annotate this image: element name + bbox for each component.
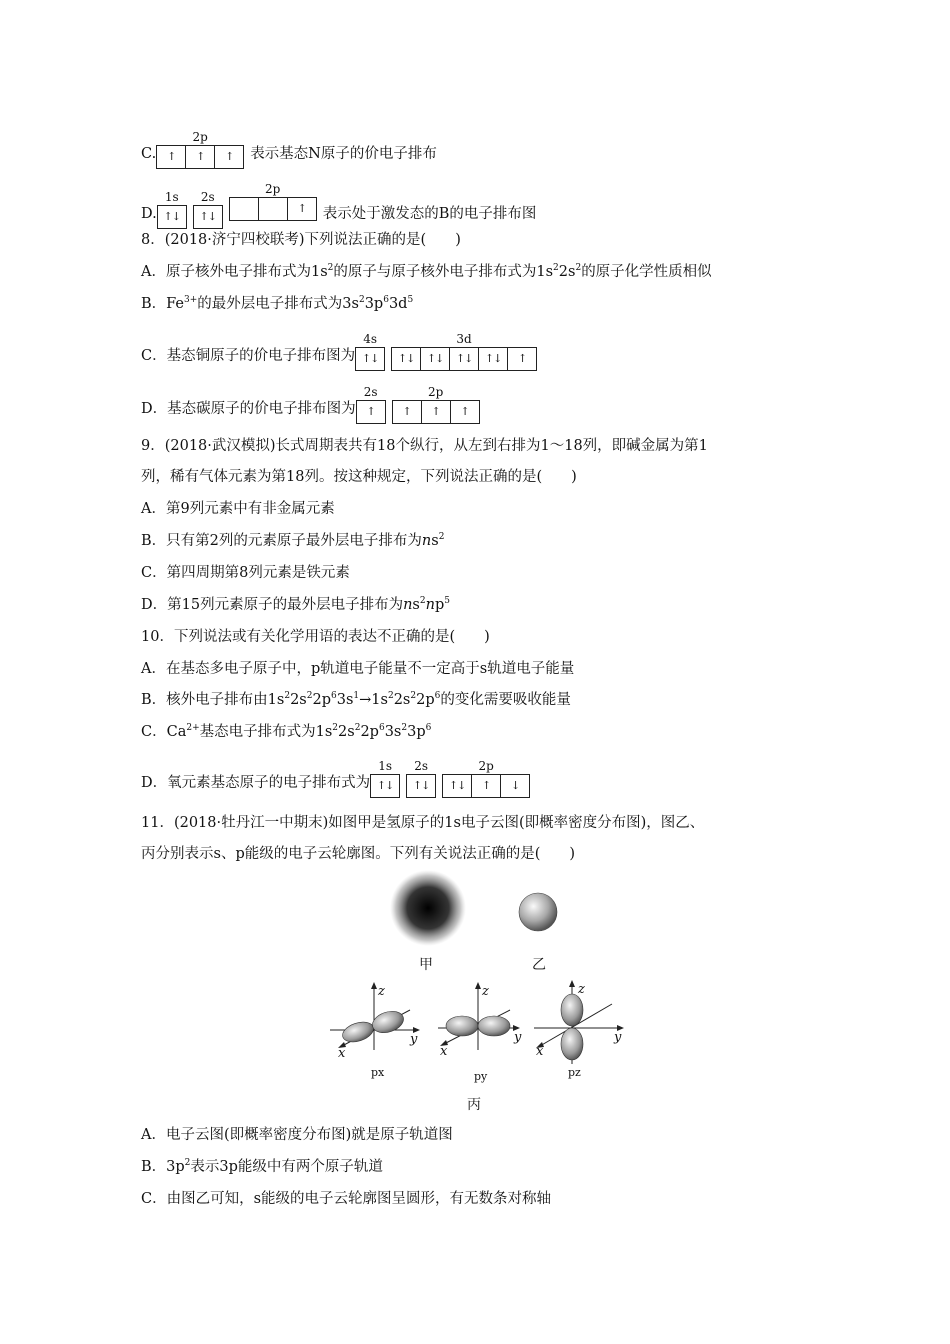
figure-label-jia: 甲	[419, 957, 433, 973]
q10-option-b: B．核外电子排布由$1s^22s^22p^63s^1\to 1s^22s^22p^6$的变化需要吸收能量	[141, 691, 571, 708]
axis-z-py: z	[482, 984, 489, 999]
q10-option-a: A．在基态多电子原子中，p轨道电子能量不一定高于s轨道电子能量	[141, 661, 575, 677]
orbital-diagram-2s: 2s ↑↓	[193, 205, 223, 229]
label-px: px	[371, 1066, 385, 1079]
q9-option-b: B．只有第2列的元素原子最外层电子排布为$ns^2$	[141, 532, 445, 549]
q11-option-b: B．$3p^2$表示3p能级中有两个原子轨道	[141, 1158, 383, 1175]
orbital-diagram-2p: 2p ↑ ↑ ↑	[392, 400, 480, 424]
q11-stem-line2: 丙分别表示s、p能级的电子云轮廓图。下列有关说法正确的是( )	[141, 846, 576, 862]
q10-option-c: C．$Ca^{2+}$基态电子排布式为$1s^22s^22p^63s^23p^6$	[141, 723, 432, 740]
orbital-diagram-2s: 2s ↑↓	[406, 774, 436, 798]
orbital-diagram-1s: 1s ↑↓	[370, 774, 400, 798]
q11-stem-line1: 11．(2018·牡丹江一中期末)如图甲是氢原子的1s电子云图(即概率密度分布图)，图乙、	[141, 815, 705, 831]
axis-y-py: y	[514, 1030, 522, 1045]
q10-option-d: D．氧元素基态原子的电子排布式为 1s ↑↓ 2s ↑↓ 2p ↑↓ ↑ ↓	[141, 773, 536, 798]
s-orbital-sphere	[519, 893, 557, 931]
orbital-diagram-2p: 2p ↑	[229, 197, 317, 221]
axis-z-pz: z	[578, 982, 585, 997]
q8-option-b: B．$Fe^{3+}$的最外层电子排布式为$3s^23p^63d^5$	[141, 295, 414, 312]
axis-x-py: x	[440, 1044, 448, 1059]
axis-z-px: z	[378, 984, 385, 999]
orbital-diagram-4s: 4s ↑↓	[355, 347, 385, 371]
q9-option-a: A．第9列元素中有非金属元素	[141, 501, 335, 517]
q11-option-c: C．由图乙可知，s能级的电子云轮廓图呈圆形，有无数条对称轴	[141, 1191, 552, 1207]
label-pz: pz	[568, 1066, 581, 1079]
orbital-diagram-1s: 1s ↑↓	[157, 205, 187, 229]
py-orbital	[438, 982, 520, 1050]
q9-option-d: D．第15列元素原子的最外层电子排布为$ns^2np^5$	[141, 596, 450, 613]
q8-option-a: A．原子核外电子排布式为$1s^2$的原子与原子核外电子排布式为$1s^22s^2$的原子化学性质相似	[141, 263, 712, 280]
figure-label-bing: 丙	[467, 1097, 481, 1113]
figure-label-yi: 乙	[532, 957, 546, 973]
q7-option-d: D. 1s ↑↓ 2s ↑↓ 2p ↑ 表示处于激发态的B的电子排布图	[141, 197, 536, 229]
hydrogen-1s-cloud	[390, 870, 466, 946]
orbital-diagram-2s: 2s ↑	[356, 400, 386, 424]
q9-stem-line1: 9．(2018·武汉模拟)长式周期表共有18个纵行，从左到右排为1～18列，即碱金属为第1	[141, 438, 708, 454]
orbital-diagram-3d: 3d ↑↓ ↑↓ ↑↓ ↑↓ ↑	[391, 347, 537, 371]
axis-x-pz: x	[536, 1044, 544, 1059]
label-py: py	[474, 1070, 488, 1083]
axis-x-px: x	[338, 1046, 346, 1061]
q8-option-d: D．基态碳原子的价电子排布图为 2s ↑ 2p ↑ ↑ ↑	[141, 399, 486, 424]
orbital-diagram-2p: 2p ↑ ↑ ↑	[156, 145, 244, 169]
axis-y-px: y	[410, 1032, 418, 1047]
q9-option-c: C．第四周期第8列元素是铁元素	[141, 565, 350, 581]
px-orbital	[330, 982, 420, 1050]
q11-option-a: A．电子云图(即概率密度分布图)就是原子轨道图	[141, 1127, 453, 1143]
q9-stem-line2: 列，稀有气体元素为第18列。按这种规定，下列说法正确的是( )	[141, 469, 577, 485]
axis-y-pz: y	[614, 1030, 622, 1045]
q8-option-c: C．基态铜原子的价电子排布图为 4s ↑↓ 3d ↑↓ ↑↓ ↑↓ ↑↓ ↑	[141, 346, 543, 371]
orbital-diagram-2p: 2p ↑↓ ↑ ↓	[442, 774, 530, 798]
q10-stem: 10．下列说法或有关化学用语的表达不正确的是( )	[141, 629, 490, 645]
q8-stem: 8．(2018·济宁四校联考)下列说法正确的是( )	[141, 232, 461, 248]
q7-option-c: C. 2p ↑ ↑ ↑ 表示基态N原子的价电子排布	[141, 144, 437, 169]
